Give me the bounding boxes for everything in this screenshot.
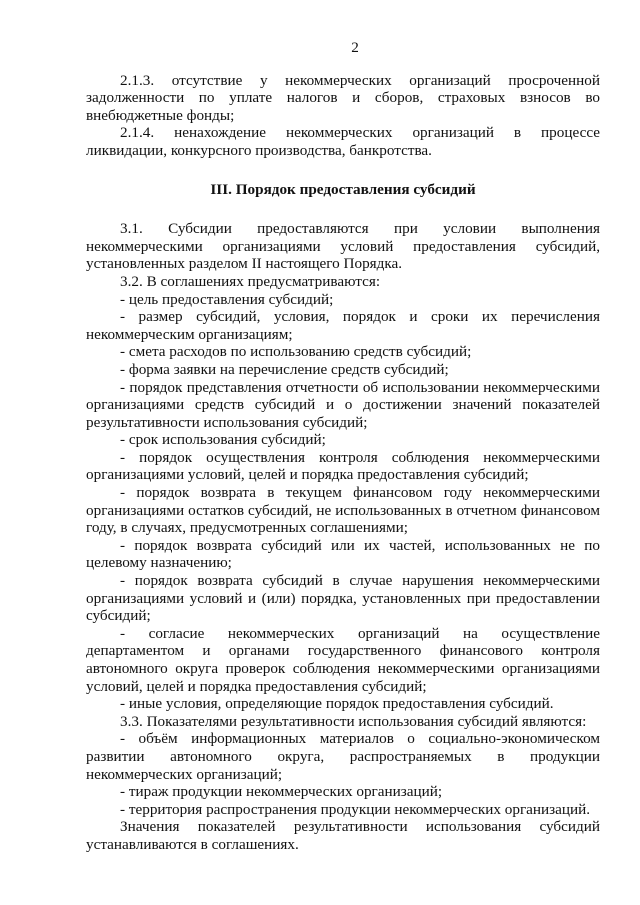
paragraph-3-3: 3.3. Показателями результативности использования субсидий являются: [120, 712, 587, 730]
list-item: - тираж продукции некоммерческих организаций; [120, 783, 443, 801]
list-item: - согласие некоммерческих организаций на осуществление департаментом и органами государственного финансового контроля автономного округа проверок соблюдения некоммерческими организациями условий, целей и порядка предоставления субсидий; [86, 624, 600, 695]
paragraph-2-1-4: 2.1.4. ненахождение некоммерческих организаций в процессе ликвидации, конкурсного производства, банкротства. [86, 124, 600, 159]
list-item: - срок использования субсидий; [120, 431, 326, 449]
list-item: - порядок возврата субсидий или их частей, использованных не по целевому назначению; [86, 536, 600, 572]
closing-paragraph: Значения показателей результативности использования субсидий устанавливаются в соглашениях. [86, 818, 600, 853]
paragraph-2-1-3: 2.1.3. отсутствие у некоммерческих организаций просроченной задолженности по уплате налогов и сборов, страховых взносов во внебюджетные фонды; [86, 71, 600, 124]
list-item: - форма заявки на перечисление средств субсидий; [120, 360, 449, 378]
list-item: - объём информационных материалов о социально-экономическом развитии автономного округа, распространяемых в продукции некоммерческих организаций; [86, 730, 600, 783]
list-item: - порядок представления отчетности об использовании некоммерческими организациями средств субсидий и о достижении значений показателей результативности использования субсидий; [86, 378, 600, 431]
list-item: - порядок возврата субсидий в случае нарушения некоммерческими организациями условий и (или) порядка, установленных при предоставлении субсидий; [86, 572, 600, 625]
section-heading: III. Порядок предоставления субсидий [210, 180, 476, 198]
page-number: 2 [351, 39, 359, 56]
list-item: - порядок осуществления контроля соблюдения некоммерческими организациями условий, целей и порядка предоставления субсидий; [86, 448, 600, 484]
paragraph-3-2: 3.2. В соглашениях предусматриваются: [120, 272, 381, 290]
list-item: - цель предоставления субсидий; [120, 290, 334, 308]
paragraph-3-1: 3.1. Субсидии предоставляются при условии выполнения некоммерческими организациями условий предоставления субсидий, установленных разделом II настоящего Порядка. [86, 220, 600, 273]
list-item: - территория распространения продукции некоммерческих организаций. [120, 800, 591, 818]
list-item: - иные условия, определяющие порядок предоставления субсидий. [120, 695, 554, 713]
list-item: - смета расходов по использованию средств субсидий; [120, 343, 472, 361]
list-item: - размер субсидий, условия, порядок и сроки их перечисления некоммерческим организациям; [86, 308, 600, 343]
list-item: - порядок возврата в текущем финансовом году некоммерческими организациями остатков субсидий, не использованных в отчетном финансовом году, в случаях, предусмотренных соглашениями; [86, 484, 600, 537]
